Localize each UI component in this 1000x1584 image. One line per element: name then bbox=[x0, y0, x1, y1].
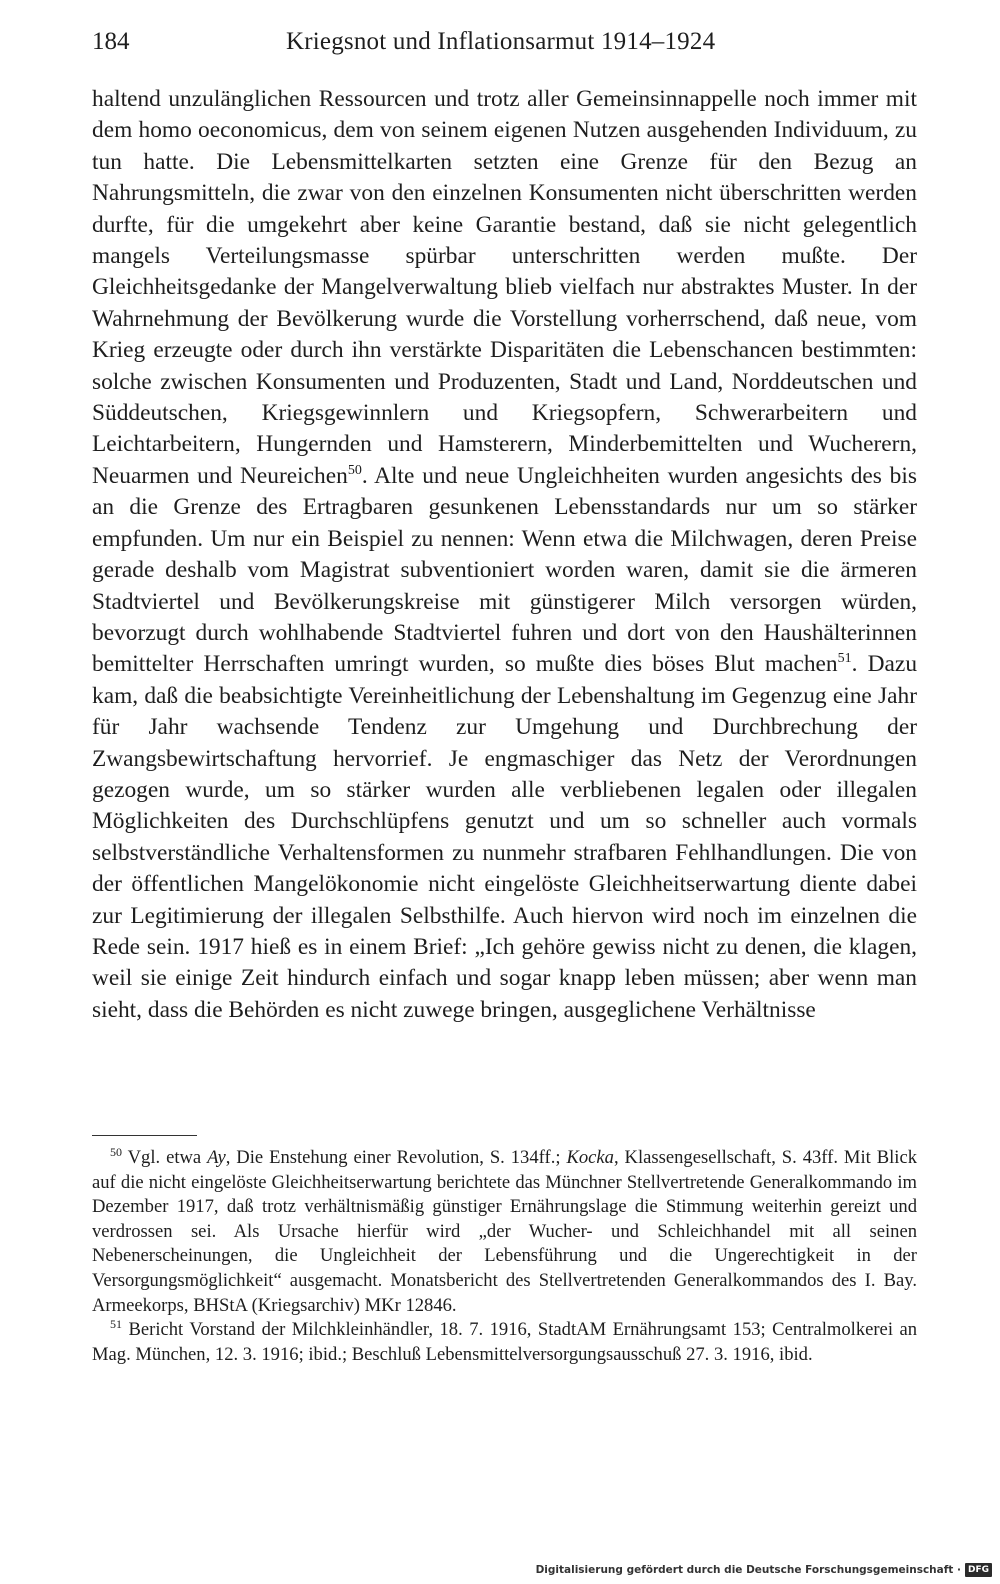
footnote-mark: 50 bbox=[110, 1144, 122, 1159]
footnote-text: , Klassengesellschaft, S. 43ff. Mit Blick auf die nicht eingelöste Gleichheitserwartung berichtete das Münchner Stellvertretende Generalkommando im Dezember 1917, daß trotz verhältnismäßig günstiger Ernährungslage die Stimmung weiterhin gereizt und verdrossen sei. Als Ursache hierfür wird „der Wucher- und Schleichhandel mit all seinen Nebenerscheinungen, die Ungleichheit der Lebensführung und die Ungerechtigkeit in der Versorgungsmöglichkeit“ ausgemacht. Monatsbericht des Stellvertretenden Generalkommandos des I. Bay. Armeekorps, BHStA (Kriegsarchiv) MKr 12846. bbox=[92, 1147, 918, 1316]
body-text-segment: . Dazu kam, daß die beabsichtigte Vereinheitlichung der Lebenshaltung im Gegenzug eine Jahr für Jahr wachsende Tendenz zur Umgehung und Durchbrechung der Zwangsbewirtschaftung hervorrief. Je engmaschiger das Netz der Verordnungen gezogen wurde, um so stärker wurden alle verbliebenen legalen oder illegalen Möglichkeiten des Durchschlüpfens genutzt und um so schneller auch vormals selbstverständliche Verhaltensformen zu nunmehr strafbaren Fehlhandlungen. Die von der öffentlichen Mangelökonomie nicht eingelöste Gleichheitserwartung diente dabei zur Legitimierung der illegalen Selbsthilfe. Auch hiervon wird noch im einzelnen die Rede sein. 1917 hieß es in einem Brief: „Ich gehöre gewiss nicht zu denen, die klagen, weil sie einige Zeit hindurch einfach und sogar knapp leben müssen; aber wenn man sieht, dass die Behörden es nicht zuwege bringen, ausgeglichene Verhältnisse bbox=[92, 651, 918, 1023]
body-text-segment: . Alte und neue Ungleichheiten wurden angesichts des bis an die Grenze des Ertragbaren gesunkenen Lebensstandards nur um so stärker empfunden. Um nur ein Beispiel zu nennen: Wenn etwa die Milchwagen, deren Preise gerade deshalb vom Magistrat subventioniert worden waren, damit sie die ärmeren Stadtviertel und Bevölkerungskreise mit günstigerer Milch versorgen würden, bevorzugt durch wohlhabende Stadtviertel fuhren und dort von den Haushälterinnen bemittelter Herrschaften umringt wurden, so mußte dies böses Blut machen bbox=[92, 462, 917, 678]
footnote-50 bbox=[92, 1146, 917, 1318]
footnotes bbox=[92, 1146, 917, 1367]
page-number: 184 bbox=[92, 28, 130, 55]
dfg-logo: DFG bbox=[965, 1563, 992, 1577]
body-paragraph bbox=[92, 84, 917, 1026]
cited-author: Kocka bbox=[566, 1147, 614, 1168]
footnote-separator bbox=[92, 1135, 197, 1136]
page-header bbox=[92, 24, 917, 60]
footnote-51 bbox=[92, 1318, 917, 1367]
running-title: Kriegsnot und Inflationsarmut 1914–1924 bbox=[286, 28, 716, 55]
cited-author: Ay bbox=[207, 1147, 226, 1168]
footnote-text: Bericht Vorstand der Milchkleinhändler, 18. 7. 1916, StadtAM Ernährungsamt 153; Centralmolkerei an Mag. München, 12. 3. 1916; ibid.; Beschluß Lebensmittelversorgungsausschuß 27. 3. 1916, ibid. bbox=[92, 1319, 917, 1365]
credit-text: Digitalisierung gefördert durch die Deutsche Forschungsgemeinschaft · bbox=[535, 1564, 961, 1576]
digitization-credit bbox=[536, 1562, 992, 1578]
body-text-segment: haltend unzulänglichen Ressourcen und trotz aller Gemeinsinnappelle noch immer mit dem homo oeconomicus, dem von seinem eigenen Nutzen ausgehenden Individuum, zu tun hatte. Die Lebensmittelkarten setzten eine Grenze für den Bezug an Nahrungsmitteln, die zwar von den einzelnen Konsumenten nicht überschritten werden durfte, für die umgekehrt aber keine Garantie bestand, daß sie nicht gelegentlich mangels Verteilungsmasse spürbar unterschritten werden mußte. Der Gleichheitsgedanke der Mangelverwaltung blieb vielfach nur abstraktes Muster. In der Wahrnehmung der Bevölkerung wurde die Vorstellung vorherrschend, daß neue, vom Krieg erzeugte oder durch ihn verstärkte Disparitäten die Lebenschancen bestimmten: solche zwischen Konsumenten und Produzenten, Stadt und Land, Norddeutschen und Süddeutschen, Kriegsgewinnlern und Kriegsopfern, Schwerarbeitern und Leichtarbeitern, Hungernden und Hamsterern, Minderbemittelten und Wucherern, Neuarmen und Neureichen bbox=[92, 86, 917, 489]
footnote-text: Vgl. etwa bbox=[122, 1147, 208, 1168]
footnote-reference[interactable]: 51 bbox=[837, 651, 852, 667]
main-text bbox=[92, 84, 917, 1026]
footnote-reference[interactable]: 50 bbox=[347, 463, 362, 479]
footnote-text: , Die Enstehung einer Revolution, S. 134ff.; bbox=[225, 1147, 567, 1168]
footnote-mark: 51 bbox=[110, 1316, 122, 1331]
